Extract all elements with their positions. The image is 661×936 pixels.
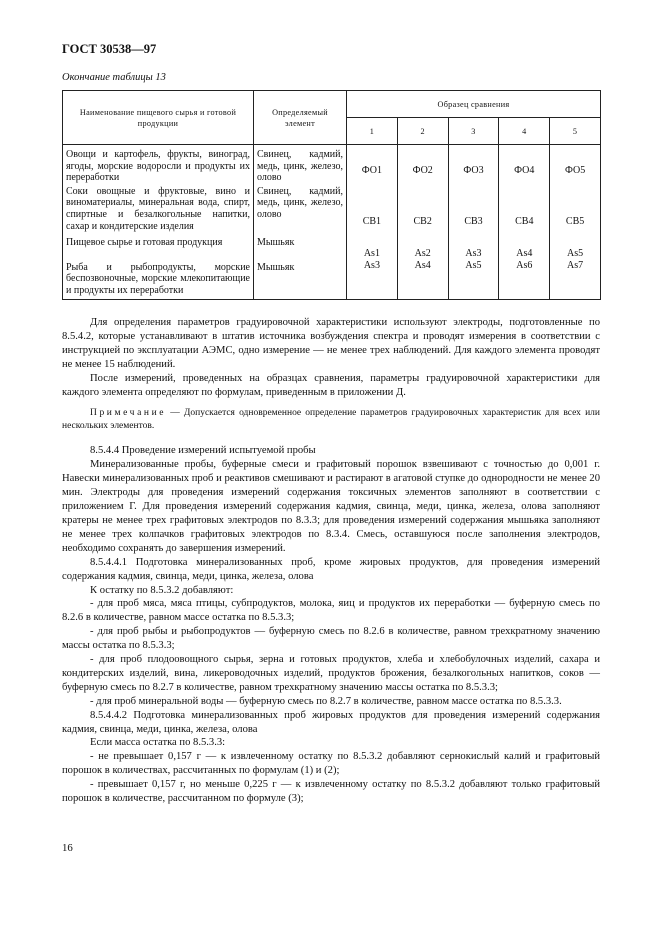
cell-sample: As4 <box>499 232 550 260</box>
section-heading: 8.5.4.4.1 Подготовка минерализованных проб, кроме жировых продуктов, для проведения измерений содержания кадмия, свинца, меди, цинка, железа, олова <box>62 556 600 582</box>
cell-sample: As1 <box>347 232 398 260</box>
cell-sample: СВ5 <box>550 184 601 232</box>
cell-product: Рыба и рыбопродукты, морские беспозвоночные, морские млекопитающие и продукты их переработки <box>63 260 254 299</box>
cell-sample: As5 <box>550 232 601 260</box>
cell-product: Овощи и картофель, фрукты, виноград, ягоды, морские водоросли и продукты их переработки <box>63 145 254 184</box>
cell-sample: СВ1 <box>347 184 398 232</box>
header-sample-col: 1 <box>347 118 398 145</box>
table-row <box>63 184 601 232</box>
header-sample-col: 3 <box>448 118 499 145</box>
document-header: ГОСТ 30538—97 <box>62 42 157 56</box>
cell-sample: ФО5 <box>550 145 601 184</box>
header-product: Наименование пищевого сырья и готовой продукции <box>63 91 254 145</box>
list-item: - для проб минеральной воды — буферную смесь по 8.2.7 в количестве, равном массе остатка по 8.5.3.3. <box>90 695 562 707</box>
paragraph: Если масса остатка по 8.5.3.3: <box>90 737 226 749</box>
paragraph: К остатку по 8.5.3.2 добавляют: <box>90 584 234 596</box>
section-heading: 8.5.4.4 Проведение измерений испытуемой пробы <box>90 445 316 457</box>
header-element: Определяемый элемент <box>254 91 347 145</box>
table-13 <box>62 90 601 300</box>
cell-sample: As3 <box>347 260 398 299</box>
cell-sample: As5 <box>448 260 499 299</box>
table-caption: Окончание таблицы 13 <box>62 72 166 83</box>
cell-element: Свинец, кадмий, медь, цинк, железо, олово <box>254 145 347 184</box>
cell-sample: СВ3 <box>448 184 499 232</box>
cell-sample: As2 <box>397 232 448 260</box>
paragraph: После измерений, проведенных на образцах сравнения, параметры градуировочной характеристики для каждого элемента определяют по формулам, приведенным в приложении Д. <box>62 372 600 398</box>
note-text: — Допускается одновременное определение параметров градуировочных характеристик для всех или нескольких элементов. <box>62 408 600 431</box>
cell-element: Свинец, кадмий, медь, цинк, железо, олово <box>254 184 347 232</box>
cell-product: Пищевое сырье и готовая продукция <box>63 232 254 260</box>
cell-sample: As6 <box>499 260 550 299</box>
list-item: - превышает 0,157 г, но меньше 0,225 г — к извлеченному остатку по 8.5.3.2 добавляют только графитовый порошок в количестве, рассчитанном по формуле (3); <box>62 779 600 805</box>
cell-element: Мышьяк <box>254 260 347 299</box>
cell-sample: ФО4 <box>499 145 550 184</box>
table-row <box>63 145 601 184</box>
header-sample-col: 4 <box>499 118 550 145</box>
list-item: - не превышает 0,157 г — к извлеченному остатку по 8.5.3.2 добавляют сернокислый калий и графитовый порошок в количествах, рассчитанных по формулам (1) и (2); <box>62 751 600 777</box>
list-item: - для проб плодоовощного сырья, зерна и готовых продуктов, хлеба и хлебобулочных изделий, сахара и кондитерских изделий, вина, ликероводочных изделий, продуктов брожения, безалкогольных напитков, соков — буферную смесь по 8.2.7 в количестве, равном трехкратному значению массы остатка по 8.5.3.3; <box>62 654 600 693</box>
page-number: 16 <box>62 842 73 854</box>
table-row <box>63 260 601 299</box>
header-sample-col: 5 <box>550 118 601 145</box>
header-sample-col: 2 <box>397 118 448 145</box>
header-sample: Образец сравнения <box>347 91 601 118</box>
cell-sample: СВ2 <box>397 184 448 232</box>
document-body <box>62 316 600 806</box>
paragraph: Минерализованные пробы, буферные смеси и графитовый порошок взвешивают с точностью до 0,001 г. Навески минерализованных проб и реактивов смешивают и растирают в агатовой ступке до однородности не менее 20 мин. Электроды для проведения измерений содержания токсичных элементов заполняют в соответствии с приложением Г. Для проведения измерений содержания кадмия, свинца, меди, цинка, железа, олова заполняют кратеры не менее трех графитовых электродов по 8.3.3; для проведения измерений содержания мышьяка заполняют не менее трех колпачков графитовых электродов по 8.3.4. Смесь, оставшуюся после заполнения электродов, необходимо сохранять до завершения измерений. <box>62 459 600 554</box>
cell-sample: ФО1 <box>347 145 398 184</box>
cell-sample: As7 <box>550 260 601 299</box>
cell-element: Мышьяк <box>254 232 347 260</box>
cell-sample: СВ4 <box>499 184 550 232</box>
cell-product: Соки овощные и фруктовые, вино и виноматериалы, минеральная вода, спирт, спиртные и безалкогольные напитки, сахар и кондитерские изделия <box>63 184 254 232</box>
note-label: Примечание <box>90 408 167 419</box>
list-item: - для проб рыбы и рыбопродуктов — буферную смесь по 8.2.6 в количестве, равном трехкратному значению массы остатка по 8.5.3.3; <box>62 626 600 652</box>
note <box>62 407 600 432</box>
cell-sample: As4 <box>397 260 448 299</box>
table-row <box>63 232 601 260</box>
cell-sample: As3 <box>448 232 499 260</box>
paragraph: Для определения параметров градуировочной характеристики используют электроды, подготовленные по 8.5.4.2, которые устанавливают в штатив источника возбуждения спектра и проводят измерения в соответствии с инструкцией по эксплуатации АЭМС, одно измерение — не менее трех наблюдений. Для каждого элемента проводят не менее 15 наблюдений. <box>62 317 600 370</box>
section-heading: 8.5.4.4.2 Подготовка минерализованных проб жировых продуктов для проведения измерений содержания кадмия, свинца, меди, цинка, железа, олова <box>62 709 600 735</box>
cell-sample: ФО3 <box>448 145 499 184</box>
cell-sample: ФО2 <box>397 145 448 184</box>
list-item: - для проб мяса, мяса птицы, субпродуктов, молока, яиц и продуктов их переработки — буферную смесь по 8.2.6 в количестве, равном массе остатка по 8.5.3.3; <box>62 598 600 624</box>
